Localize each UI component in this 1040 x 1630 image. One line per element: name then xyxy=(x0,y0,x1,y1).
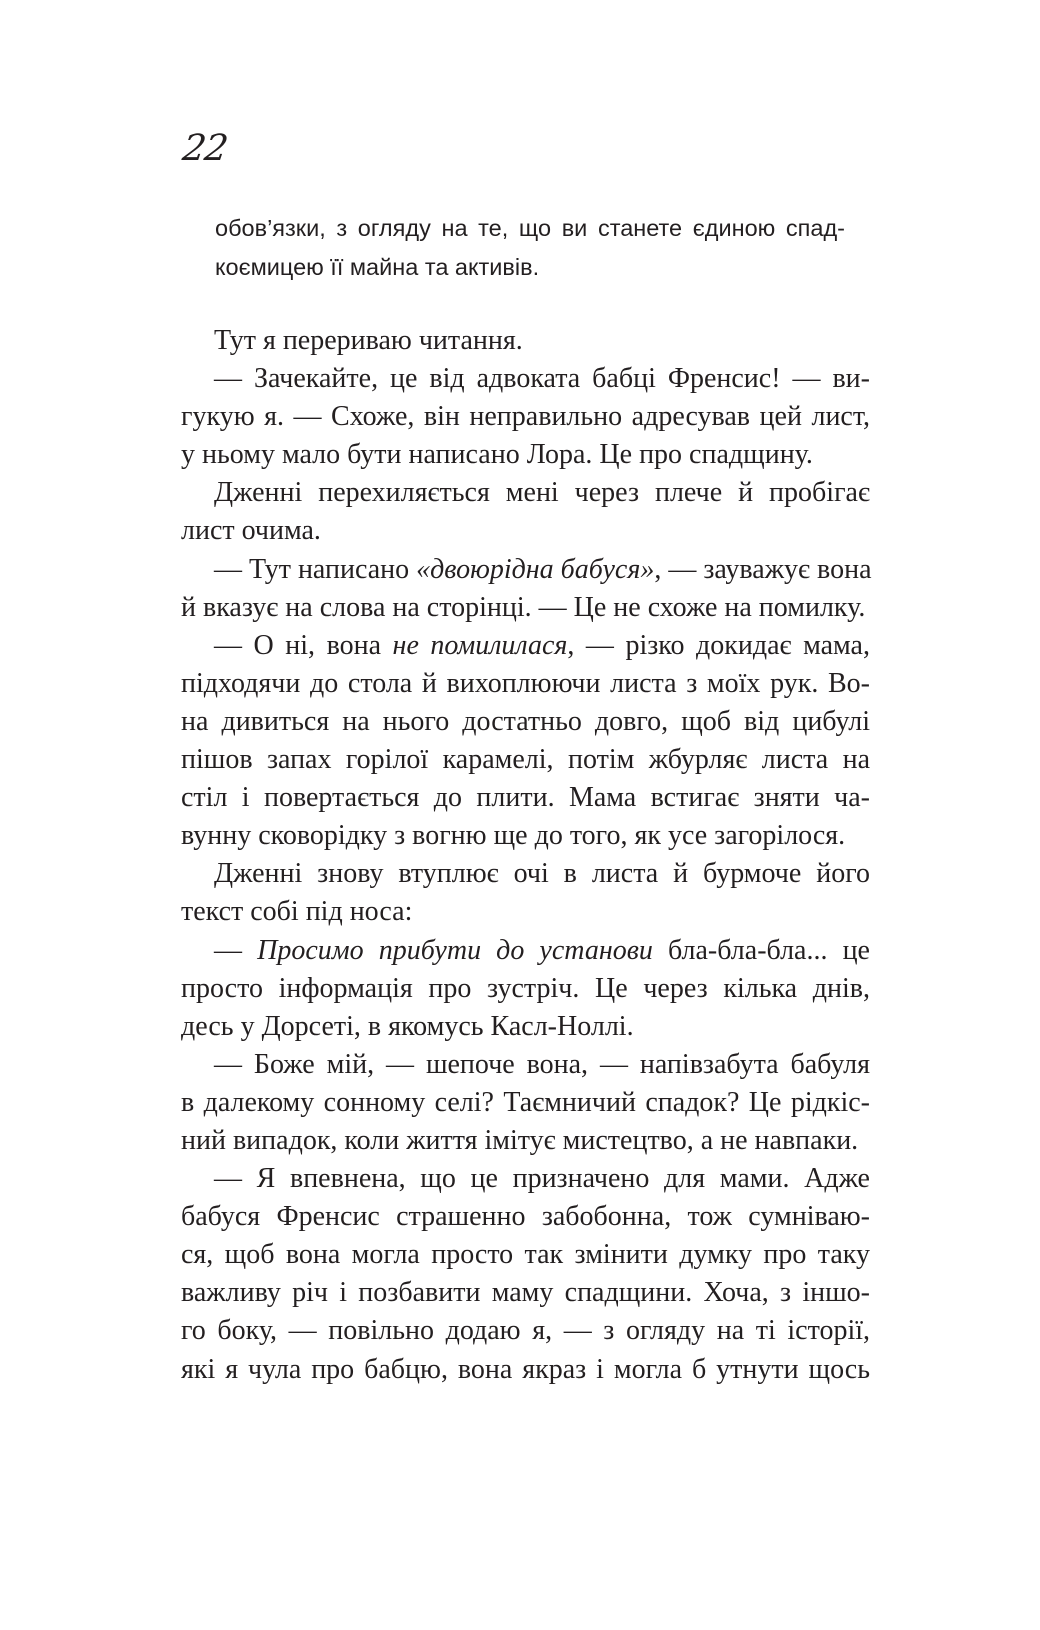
text-line: Дженні перехиляється мені через плече й пробігає xyxy=(214,477,870,509)
text-line: які я чула про бабцю, вона якраз і могла б утнути щось xyxy=(181,1353,870,1385)
body-text xyxy=(181,322,870,1389)
text-line: десь у Дорсеті, в якомусь Касл-Ноллі. xyxy=(181,1010,634,1042)
text-fragment: , — різко докидає мама, xyxy=(567,629,870,661)
text-line: Тут я перериваю читання. xyxy=(214,325,523,356)
text-line: важливу річ і позбавити маму спадщини. Хоча, з іншо- xyxy=(181,1277,870,1309)
text-line: вунну сковорідку з вогню ще до того, як усе загорілося. xyxy=(181,820,846,852)
text-fragment: бла-бла-бла... це xyxy=(652,934,870,966)
text-line: й вказує на слова на сторінці. — Це не схоже на помилку. xyxy=(181,591,866,623)
text-line: бабуся Френсис страшенно забобонна, тож сумніваю- xyxy=(181,1201,870,1233)
text-line: в далекому сонному селі? Таємничий спадок? Це рідкіс- xyxy=(181,1086,870,1118)
page-number: 22 xyxy=(180,128,230,169)
text-line: гукую я. — Схоже, він неправильно адресував цей лист, xyxy=(181,401,870,433)
text-fragment: , — зауважує вона xyxy=(654,553,872,585)
text-line: пішов запах горілої карамелі, потім жбурляє листа на xyxy=(181,744,870,776)
letter-line: обов’язки, з огляду на те, що ви станете єдиною спад- xyxy=(215,215,845,241)
text-line xyxy=(181,932,870,970)
text-line: Дженні знову втуплює очі в листа й бурмоче його xyxy=(214,858,870,890)
text-line: підходячи до стола й вихоплюючи листа з моїх рук. Во- xyxy=(181,667,870,699)
text-line: лист очима. xyxy=(181,515,321,547)
text-line xyxy=(181,627,870,665)
text-line: на дивиться на нього достатньо довго, щоб від цибулі xyxy=(181,705,870,737)
text-fragment: — xyxy=(214,934,258,966)
text-line: текст собі під носа: xyxy=(181,896,413,928)
text-line: у ньому мало бути написано Лора. Це про спадщину. xyxy=(181,439,813,471)
text-line: ся, щоб вона могла просто так змінити думку про таку xyxy=(181,1239,870,1271)
text-line xyxy=(181,551,870,589)
text-line: го боку, — повільно додаю я, — з огляду на ті історії, xyxy=(181,1315,870,1347)
text-line: стіл і повертається до плити. Мама встигає зняти ча- xyxy=(181,782,870,814)
text-line: ний випадок, коли життя імітує мистецтво, а не навпаки. xyxy=(181,1124,859,1156)
letter-line: коємицею її майна та активів. xyxy=(215,254,540,280)
letter-excerpt xyxy=(215,209,845,287)
text-line: — Зачекайте, це від адвоката бабці Френсис! — ви- xyxy=(214,363,870,395)
text-line: — Я впевнена, що це призначено для мами. Адже xyxy=(214,1163,870,1195)
text-line: — Боже мій, — шепоче вона, — напівзабута бабуля xyxy=(214,1048,870,1080)
text-line: просто інформація про зустріч. Це через кілька днів, xyxy=(181,972,870,1004)
italic-fragment: Просимо прибути до установи xyxy=(257,934,653,966)
text-fragment: — Тут написано xyxy=(214,553,417,585)
italic-fragment: «двоюрідна бабуся» xyxy=(416,553,655,585)
italic-fragment: не помилилася xyxy=(392,629,568,661)
text-fragment: — О ні, вона xyxy=(214,629,393,661)
